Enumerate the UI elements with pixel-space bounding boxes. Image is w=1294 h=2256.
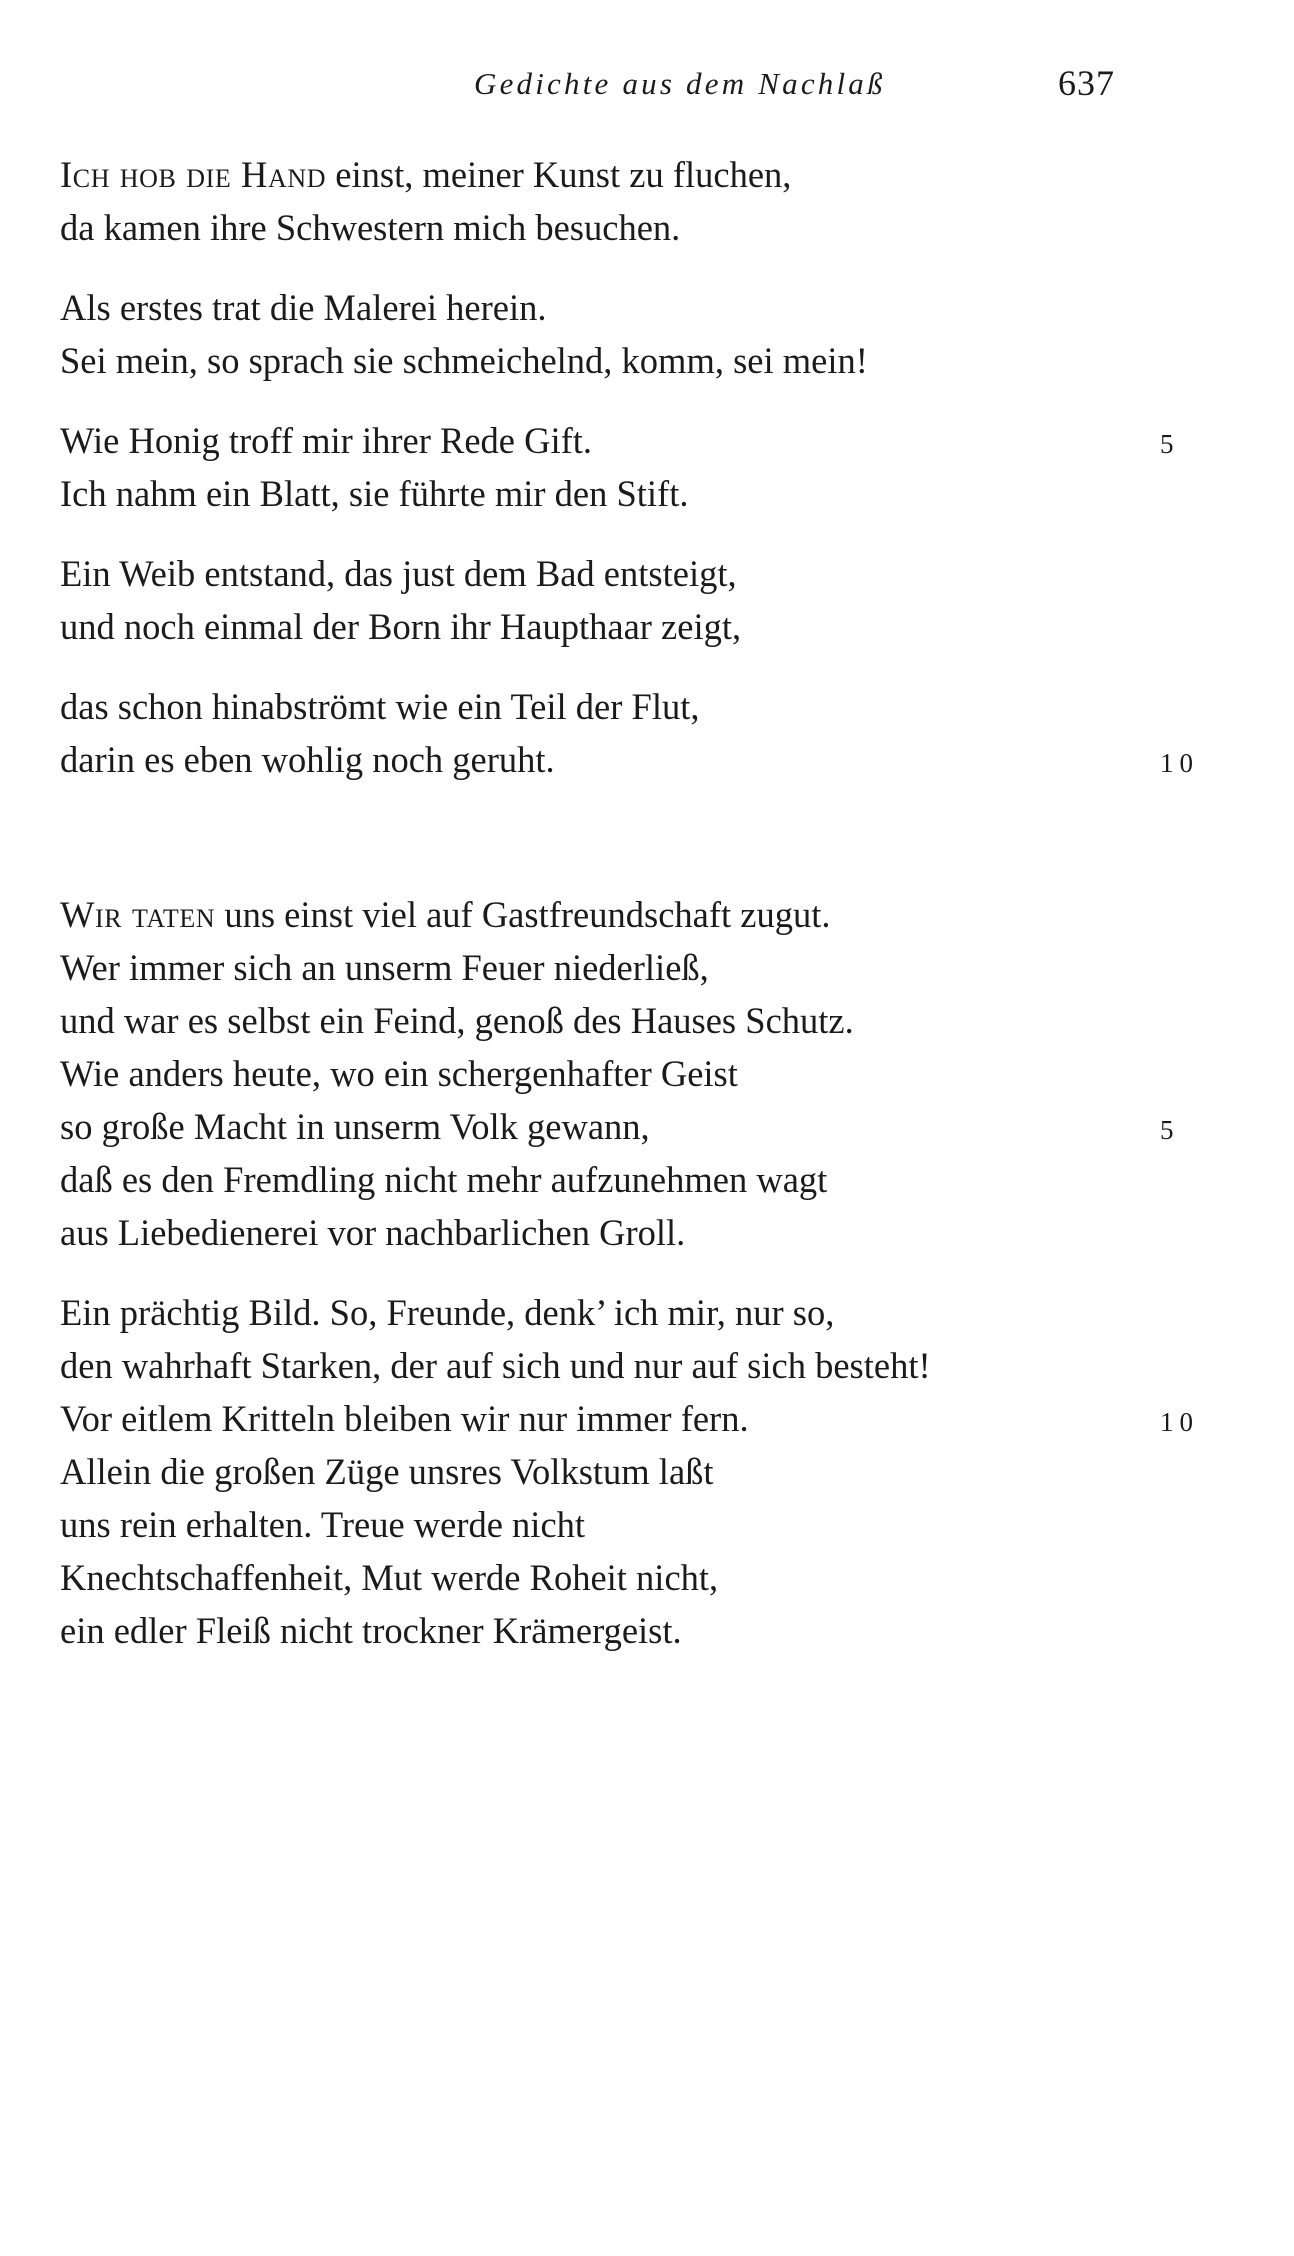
verse-line-text: Knechtschaffenheit, Mut werde Roheit nicht,: [60, 1557, 719, 1598]
verse-line: [60, 1551, 1240, 1604]
stanza: [60, 547, 1240, 653]
verse-line: [60, 1604, 1240, 1657]
verse-line: [60, 334, 1240, 387]
verse-line-text: Als erstes trat die Malerei herein.: [60, 287, 547, 328]
verse-text: [60, 420, 592, 461]
verse-text: [60, 1292, 834, 1333]
verse-text: [60, 894, 830, 935]
verse-text: [60, 739, 555, 780]
verse-line-text: Wer immer sich an unserm Feuer niederließ,: [60, 947, 709, 988]
verse-line-text: Ein prächtig Bild. So, Freunde, denk’ ich mir, nur so,: [60, 1292, 835, 1333]
poem-1: [60, 148, 1240, 786]
verse-line: [60, 1153, 1240, 1206]
line-number: 5: [1160, 429, 1180, 459]
verse-text: [60, 1557, 718, 1598]
verse-line: [60, 888, 1240, 941]
verse-text: [60, 553, 737, 594]
stanza-gap: [60, 1259, 1240, 1286]
stanza: [60, 1286, 1240, 1657]
verse-line-text: darin es eben wohlig noch geruht.: [60, 739, 555, 780]
verse-line-text: uns einst viel auf Gastfreundschaft zugut.: [215, 894, 831, 935]
incipit-small-caps: Wir taten: [60, 894, 216, 935]
verse-text: [60, 1159, 827, 1200]
verse-text: [60, 1451, 714, 1492]
verse-line-text: daß es den Fremdling nicht mehr aufzunehmen wagt: [60, 1159, 828, 1200]
verse-line-text: Wie Honig troff mir ihrer Rede Gift.: [60, 420, 593, 461]
verse-text: [60, 1212, 685, 1253]
verse-line-text: und noch einmal der Born ihr Haupthaar zeigt,: [60, 606, 742, 647]
verse-line: [60, 1498, 1240, 1551]
verse-text: [60, 1106, 650, 1147]
verse-text: [60, 340, 868, 381]
verse-line: [60, 1392, 1240, 1445]
verse-line: [60, 467, 1240, 520]
verse-line: [60, 1286, 1240, 1339]
verse-line: [60, 1100, 1240, 1153]
verse-line-text: Allein die großen Züge unsres Volkstum laßt: [60, 1451, 714, 1492]
verse-text: [60, 473, 688, 514]
stanza: [60, 281, 1240, 387]
verse-line: [60, 1445, 1240, 1498]
stanza-gap: [60, 653, 1240, 680]
stanza-gap: [60, 520, 1240, 547]
verse-text: [60, 1610, 682, 1651]
verse-line: [60, 1206, 1240, 1259]
verse-text: [60, 287, 546, 328]
poem-2: [60, 888, 1240, 1657]
page-number: 637: [1058, 63, 1115, 103]
line-number: 5: [1160, 1115, 1180, 1145]
line-number: 10: [1160, 748, 1199, 778]
verse-line-text: Ich nahm ein Blatt, sie führte mir den Stift.: [60, 473, 689, 514]
verse-line: [60, 148, 1240, 201]
verse-line-text: aus Liebedienerei vor nachbarlichen Groll.: [60, 1212, 686, 1253]
stanza: [60, 148, 1240, 254]
verse-line-text: Wie anders heute, wo ein schergenhafter Geist: [60, 1053, 738, 1094]
stanza: [60, 414, 1240, 520]
verse-text: [60, 1398, 749, 1439]
stanza-gap: [60, 254, 1240, 281]
line-number: 10: [1160, 1407, 1199, 1437]
verse-line-text: uns rein erhalten. Treue werde nicht: [60, 1504, 586, 1545]
verse-line: [60, 281, 1240, 334]
verse-line-text: und war es selbst ein Feind, genoß des Hauses Schutz.: [60, 1000, 854, 1041]
running-title: Gedichte aus dem Nachlaß: [474, 66, 886, 101]
verse-line-text: einst, meiner Kunst zu fluchen,: [326, 154, 792, 195]
verse-line: [60, 414, 1240, 467]
verse-text: [60, 1053, 738, 1094]
verse-line: [60, 680, 1240, 733]
verse-line-text: das schon hinabströmt wie ein Teil der Flut,: [60, 686, 700, 727]
verse-text: [60, 154, 791, 195]
verse-line: [60, 600, 1240, 653]
stanza-gap: [60, 387, 1240, 414]
verse-line-text: Sei mein, so sprach sie schmeichelnd, komm, sei mein!: [60, 340, 868, 381]
stanza: [60, 680, 1240, 786]
verse-text: [60, 1345, 931, 1386]
verse-line: [60, 1339, 1240, 1392]
verse-text: [60, 1504, 585, 1545]
verse-line: [60, 733, 1240, 786]
verse-line-text: Vor eitlem Kritteln bleiben wir nur immer fern.: [60, 1398, 749, 1439]
verse-line-text: den wahrhaft Starken, der auf sich und nur auf sich besteht!: [60, 1345, 931, 1386]
verse-line-text: so große Macht in unserm Volk gewann,: [60, 1106, 650, 1147]
verse-line: [60, 201, 1240, 254]
verse-line: [60, 941, 1240, 994]
stanza: [60, 888, 1240, 1259]
verse-line: [60, 994, 1240, 1047]
verse-line: [60, 1047, 1240, 1100]
verse-line-text: da kamen ihre Schwestern mich besuchen.: [60, 207, 681, 248]
verse-line-text: ein edler Fleiß nicht trockner Krämergeist.: [60, 1610, 682, 1651]
verse-text: [60, 947, 709, 988]
running-head: [0, 60, 1294, 110]
verse-text: [60, 207, 680, 248]
verse-text: [60, 1000, 854, 1041]
verse-line-text: Ein Weib entstand, das just dem Bad entsteigt,: [60, 553, 737, 594]
verse-text: [60, 686, 699, 727]
verse-text: [60, 606, 741, 647]
verse-line: [60, 547, 1240, 600]
incipit-small-caps: Ich hob die Hand: [60, 154, 327, 195]
